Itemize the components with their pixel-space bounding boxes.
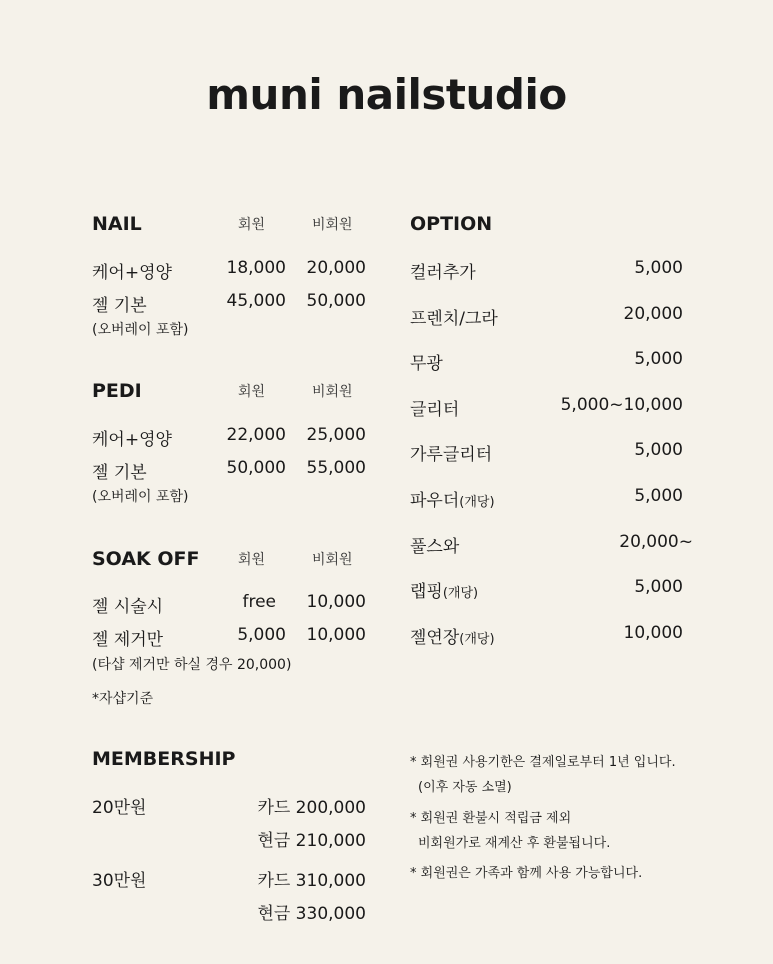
nail-heading: NAIL — [92, 213, 142, 235]
option-item-price: 5,000~10,000 — [560, 395, 683, 415]
option-item-price: 5,000 — [634, 258, 683, 278]
soakoff-row-member-price: 5,000 — [237, 625, 286, 645]
nail-row-name: 젤 기본 — [92, 296, 147, 316]
pedi-col-nonmember: 비회원 — [312, 384, 353, 400]
membership-tier-name: 20만원 — [92, 798, 147, 818]
option-item-label — [410, 532, 459, 557]
option-item-name: 파우더 — [410, 491, 460, 511]
membership-cash-price: 현금 330,000 — [257, 904, 366, 924]
nail-row-name: 케어+영양 — [92, 263, 172, 283]
membership-note-line: * 회원권은 가족과 함께 사용 가능합니다. — [410, 866, 643, 881]
pedi-row-member-price: 22,000 — [226, 425, 286, 445]
soakoff-footnote: *자샵기준 — [92, 691, 154, 707]
option-item-name: 풀스와 — [410, 537, 460, 557]
membership-card-price: 카드 310,000 — [257, 871, 366, 891]
soakoff-heading: SOAK OFF — [92, 548, 200, 570]
membership-tier-name: 30만원 — [92, 871, 147, 891]
membership-card-price: 카드 200,000 — [257, 798, 366, 818]
pedi-col-member: 회원 — [238, 384, 266, 400]
soakoff-row-nonmember-price: 10,000 — [306, 625, 366, 645]
pedi-note: (오버레이 포함) — [92, 489, 189, 505]
option-heading: OPTION — [410, 213, 493, 235]
soakoff-row-nonmember-price: 10,000 — [306, 592, 366, 612]
membership-note-line: (이후 자동 소멸) — [418, 780, 512, 795]
pedi-row-member-price: 50,000 — [226, 458, 286, 478]
option-item-price: 20,000~ — [619, 532, 693, 552]
option-item-label — [410, 623, 495, 648]
option-item-label — [410, 395, 459, 420]
option-item-price: 20,000 — [623, 304, 683, 324]
option-item-sub: (개당) — [459, 632, 495, 647]
page-title: muni nailstudio — [206, 70, 567, 119]
option-item-name: 젤연장 — [410, 628, 460, 648]
soakoff-col-nonmember: 비회원 — [312, 552, 353, 568]
nail-row-nonmember-price: 50,000 — [306, 291, 366, 311]
membership-heading: MEMBERSHIP — [92, 748, 236, 770]
nail-row-nonmember-price: 20,000 — [306, 258, 366, 278]
soakoff-col-member: 회원 — [238, 552, 266, 568]
pedi-row-nonmember-price: 25,000 — [306, 425, 366, 445]
nail-note: (오버레이 포함) — [92, 322, 189, 338]
pedi-row-nonmember-price: 55,000 — [306, 458, 366, 478]
option-item-label — [410, 577, 478, 602]
option-item-sub: (개당) — [459, 495, 495, 510]
soakoff-row-name: 젤 제거만 — [92, 630, 164, 650]
option-item-name: 무광 — [410, 354, 443, 374]
nail-row-member-price: 18,000 — [226, 258, 286, 278]
membership-note-line: 비회원가로 재계산 후 환불됩니다. — [418, 836, 611, 851]
option-item-label — [410, 349, 443, 374]
option-item-price: 5,000 — [634, 349, 683, 369]
option-item-price: 10,000 — [623, 623, 683, 643]
option-item-label — [410, 486, 495, 511]
option-item-name: 랩핑 — [410, 582, 443, 602]
pedi-row-name: 케어+영양 — [92, 430, 172, 450]
option-item-name: 컬러추가 — [410, 263, 476, 283]
pedi-row-name: 젤 기본 — [92, 463, 147, 483]
nail-col-member: 회원 — [238, 217, 266, 233]
option-item-name: 글리터 — [410, 400, 460, 420]
option-item-price: 5,000 — [634, 577, 683, 597]
option-item-label — [410, 304, 498, 329]
option-item-label — [410, 258, 476, 283]
nail-row-member-price: 45,000 — [226, 291, 286, 311]
membership-note-line: * 회원권 환불시 적립금 제외 — [410, 811, 572, 826]
soakoff-row-member-price: free — [242, 592, 276, 612]
option-item-price: 5,000 — [634, 486, 683, 506]
membership-cash-price: 현금 210,000 — [257, 831, 366, 851]
option-item-sub: (개당) — [442, 586, 479, 601]
soakoff-note: (타샵 제거만 하실 경우 20,000) — [92, 657, 292, 673]
soakoff-row-name: 젤 시술시 — [92, 597, 164, 617]
nail-col-nonmember: 비회원 — [312, 217, 353, 233]
option-item-name: 프렌치/그라 — [410, 309, 498, 329]
pedi-heading: PEDI — [92, 380, 142, 402]
option-item-name: 가루글리터 — [410, 445, 493, 465]
option-item-price: 5,000 — [634, 440, 683, 460]
option-item-label — [410, 440, 492, 465]
membership-note-line: * 회원권 사용기한은 결제일로부터 1년 입니다. — [410, 755, 676, 770]
